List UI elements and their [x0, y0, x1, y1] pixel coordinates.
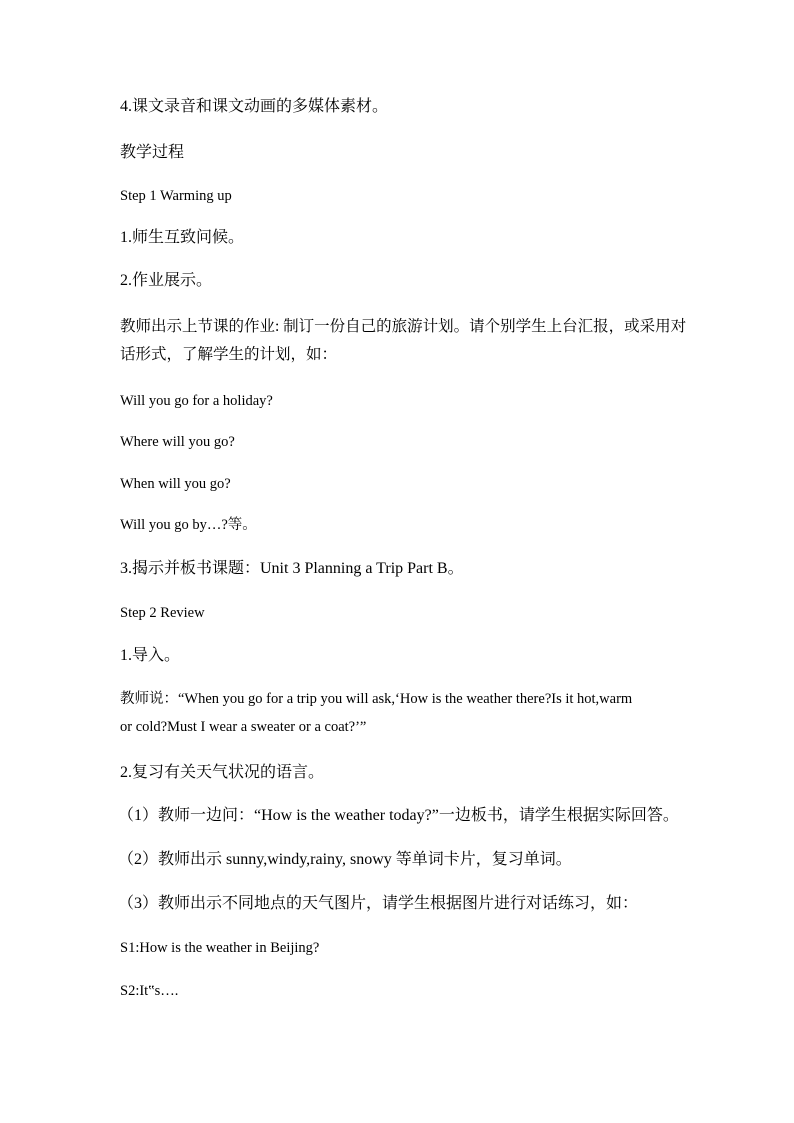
step-2-sub-item-2: （2）教师出示 sunny,windy,rainy, snowy 等单词卡片，复习单词。: [118, 851, 572, 868]
step-2-sub-item-1: （1）教师一边问：“How is the weather today?”一边板书，请学生根据实际回答。: [118, 807, 679, 824]
example-question-3: When will you go?: [120, 476, 231, 492]
step-1-item-3: 3.揭示并板书课题：Unit 3 Planning a Trip Part B。: [120, 560, 464, 577]
step-2-heading: Step 2 Review: [120, 605, 205, 621]
step-1-item-1: 1.师生互致问候。: [120, 229, 245, 246]
step-2-item-2: 2.复习有关天气状况的语言。: [120, 764, 325, 781]
step-1-heading: Step 1 Warming up: [120, 188, 232, 204]
example-question-1: Will you go for a holiday?: [120, 393, 273, 409]
teacher-says-paragraph: 教师说：“When you go for a trip you will ask,‘How is the weather there?Is it hot,warm or cold?Must I wear a sweater or a coat?’”: [120, 691, 633, 735]
section-heading-teaching-process: 教学过程: [120, 144, 185, 161]
homework-paragraph: 教师出示上节课的作业: 制订一份自己的旅游计划。请个别学生上台汇报，或采用对话形式，了解学生的计划，如：: [120, 318, 687, 363]
materials-item-4: 4.课文录音和课文动画的多媒体素材。: [120, 98, 389, 115]
example-question-2: Where will you go?: [120, 434, 235, 450]
dialogue-line-s1: S1:How is the weather in Beijing?: [120, 940, 320, 956]
example-question-4: Will you go by…?等。: [120, 517, 257, 533]
step-2-item-1: 1.导入。: [120, 647, 181, 664]
step-1-item-2: 2.作业展示。: [120, 272, 213, 289]
step-2-sub-item-3: （3）教师出示不同地点的天气图片，请学生根据图片进行对话练习，如：: [118, 895, 639, 912]
dialogue-line-s2: S2:It‟s….: [120, 983, 179, 999]
